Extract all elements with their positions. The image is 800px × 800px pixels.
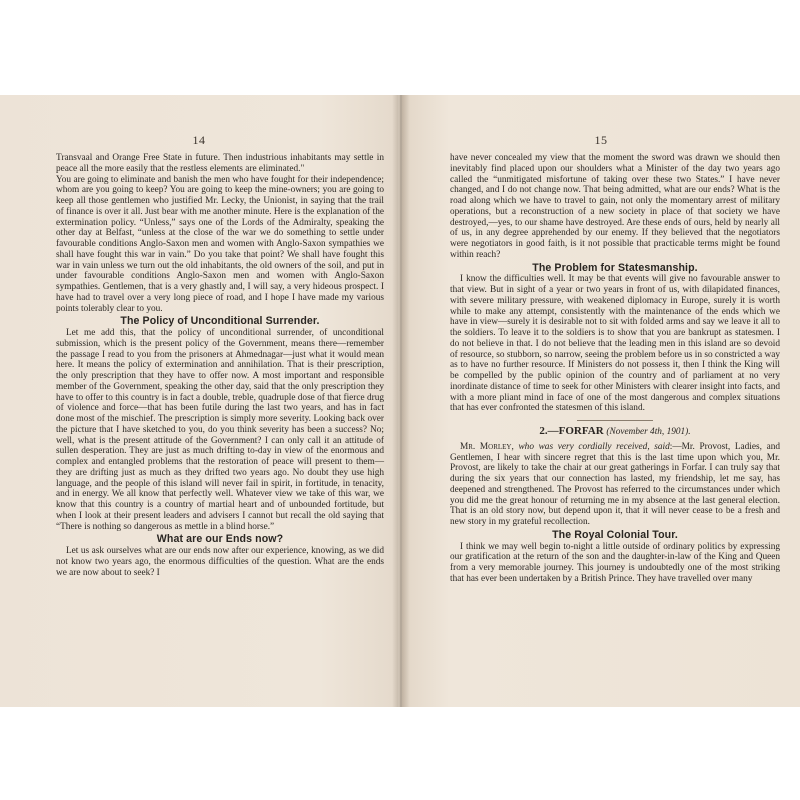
paragraph: Transvaal and Orange Free State in future. Then industrious inhabitants may settle in peace all the more easily that the restless elements are eliminated."	[56, 153, 384, 174]
speaker-name: Mr. Morley,	[460, 441, 514, 452]
section-number: 2.—FORFAR	[539, 425, 604, 437]
speech-opening: :—Mr. Provost, Ladies, and Gentlemen, I hear with sincere regret that this is the last time upon which you, Mr. Provost, are likely to take the chair at our great gatherings in Forfar. I can truly say that during the six years that our connection has lasted, my friendship, let me say, has deepened and strengthened. The Provost has referred to the circumstances under which you did me the great honour of returning me in my absence at the last general election. That is an old story now, but depend upon it, that it will never cease to be a fresh and new story in my grateful recollection.	[450, 441, 781, 527]
right-column	[450, 153, 780, 585]
left-page	[0, 95, 398, 707]
book-gutter	[392, 95, 410, 707]
paragraph: You are going to eliminate and banish the men who have fought for their independence; whom are you going to keep? You are going to keep the mine-owners; you are going to keep all those gentlemen who justified Mr. Lecky, the Unionist, in saying that the trail of finance is over it all. Just bear with me another minute. Here is the explanation of the extermination policy. “Unless,” says one of the Lords of the Admiralty, speaking the other day at Belfast, “unless at the close of the war we do something to settle under favourable conditions Anglo-Saxon men and women with Anglo-Saxon sympathies we shall have fought this war in vain.” Do you take that point? We shall have fought this war in vain unless we turn out the old inhabitants, the old owners of the soil, and put in under favourable conditions Anglo-Saxon men and women with Anglo-Saxon sympathies. Gentlemen, that is a very ghastly and, I will say, a very hideous prospect. I have had to travel over a very long piece of road, and I hope I have made my various points tolerably clear to you.	[56, 174, 384, 314]
paragraph: I know the difficulties well. It may be that events will give no favourable answer to that view. But in sight of a year or two years in front of us, with dilapidated finances, with severe military pressure, with weakened diplomacy in Europe, surely it is worth while to make any attempt, consistently with the maintenance of the ends which we have in view—surely it is desirable not to sit with folded arms and say we leave it all to the soldiers. To leave it to the soldiers is to show that you are bankrupt as statesmen. I do not believe in that. I do not believe that the leading men in this island are so devoid of resource, so stubborn, so narrow, seeing the problem before us in so constricted a way as to have no further resource. If Ministers do not possess it, then I think the King will be compelled by the public opinion of the country and of parliament at no very inordinate distance of time to seek for other Ministers with clearer insight into facts, and with a more pliant mind in face of one of the most dangerous and complex situations that has ever confronted the statesmen of this island.	[450, 274, 780, 414]
page-number-right: 15	[594, 133, 608, 147]
speaker-note: who was very cordially received, said	[518, 441, 670, 452]
paragraph: Let us ask ourselves what are our ends now after our experience, knowing, as we did not know two years ago, the enormous difficulties of the question. What are the ends we are now about to seek? I	[56, 546, 384, 578]
paragraph	[450, 442, 780, 528]
left-column	[56, 153, 384, 578]
section-heading-forfar	[450, 426, 780, 438]
heading-royal-tour: The Royal Colonial Tour.	[552, 528, 678, 541]
heading-statesmanship: The Problem for Statesmanship.	[532, 261, 698, 274]
paragraph: Let me add this, that the policy of unconditional surrender, of unconditional submission, which is the present policy of the Government, means there—remember the passage I read to you from the prisoners at Ahmednagar—just what it would mean here. It means the policy of extermination and annihilation. That is their prescription, the only prescription that they have to offer now. A most important and responsible member of the Government, speaking the other day, said that the only prescription they have to offer to this country is in fact a double, treble, quadruple dose of that fierce drug of violence and force—that has been futile during the last two years, and has in fact done most of the mischief. The prescription is simply more severity. Looking back over the picture that I have sketched to you, do you think severity has been a success? No; well, what is the present attitude of the Government? I can only call it an attitude of sullen desperation. They are just as much drifting to-day in view of the enormous and complex and entangled problems that the restoration of peace will present to them—they are drifting just as much as they drifted two years ago. No doubt they use high language, and the people of this island will never fail in spirit, in fortitude, in tenacity, and in energy. We all know that perfectly well. Whatever view we take of this war, we know that this country is a country of martial heart and of unbounded fortitude, but when I look at their present leaders and advisers I cannot but recall the old saying that “There is nothing so dangerous as mettle in a blind horse.”	[56, 328, 384, 532]
heading-unconditional-surrender: The Policy of Unconditional Surrender.	[120, 315, 320, 328]
heading-ends-now: What are our Ends now?	[156, 533, 284, 546]
paragraph: have never concealed my view that the moment the sword was drawn we should then inevitably find placed upon our shoulders what a Minister of the day two years ago called the “unmitigated misfortune of taking over these two States.” I have never changed, and I do not change now. That being admitted, what are our ends? What is the road along which we have to travel to gain, not only the momentary arrest of military operations, but a reconstruction of a new society in place of that society we have destroyed,—yes, to our shame have destroyed. Are these ends of ours, held by nearly all of us, in any degree apprehended by our enemy. If they believed that the negotiators were negotiators in good faith, is it not possible that practicable terms might be found within reach?	[450, 153, 780, 260]
page-number-left: 14	[192, 133, 206, 147]
section-divider	[577, 420, 653, 421]
paragraph: I think we may well begin to-night a little outside of ordinary politics by expressing our gratification at the return of the son and the daughter-in-law of the King and Queen from a very memorable journey. This journey is undoubtedly one of the most striking that has ever been undertaken by a British Prince. They have travelled over many	[450, 541, 780, 584]
right-page	[402, 95, 800, 707]
section-date: (November 4th, 1901).	[606, 427, 691, 437]
